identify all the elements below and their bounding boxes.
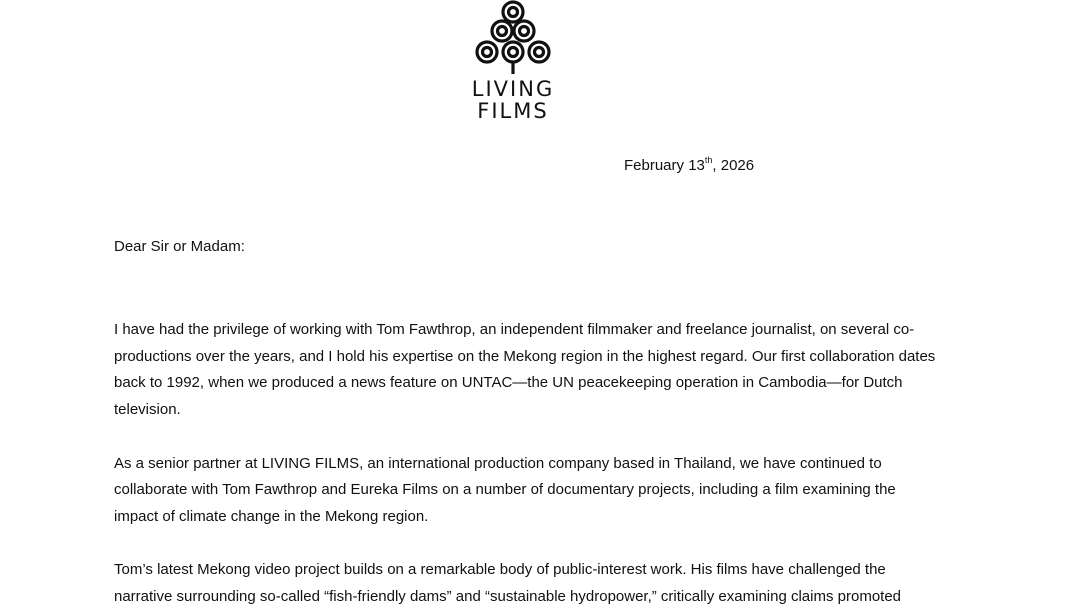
letterhead-name-line2: FILMS: [477, 99, 549, 123]
date-year: , 2026: [712, 157, 755, 174]
date-month-day: February 13: [624, 157, 705, 174]
letter-date: [624, 157, 754, 174]
letter-body: [114, 317, 944, 608]
letterhead-name-line1: LIVING: [471, 77, 555, 101]
living-films-tree-icon: [473, 0, 553, 76]
paragraph-1: I have had the privilege of working with Tom Fawthrop, an independent filmmaker and freelance journalist, on several co-productions over the years, and I hold his expertise on the Mekong region in the highest regard. Our first collaboration dates back to 1992, when we produced a news feature on UNTAC—the UN peacekeeping operation in Cambodia—for Dutch television.: [114, 321, 936, 419]
salutation: Dear Sir or Madam:: [114, 238, 245, 255]
date-ordinal: th: [704, 155, 713, 165]
paragraph-3: Tom’s latest Mekong video project builds on a remarkable body of public-interest work. His films have challenged the narrative surrounding so-called “fish-friendly dams” and “sustainable hydropower,” critically examining claims promoted: [114, 561, 902, 605]
paragraph-2: As a senior partner at LIVING FILMS, an international production company based in Thailand, we have continued to collaborate with Tom Fawthrop and Eureka Films on a number of documentary projects, including a film examining the impact of climate change in the Mekong region.: [114, 454, 896, 525]
letterhead-logo: [462, 0, 564, 122]
